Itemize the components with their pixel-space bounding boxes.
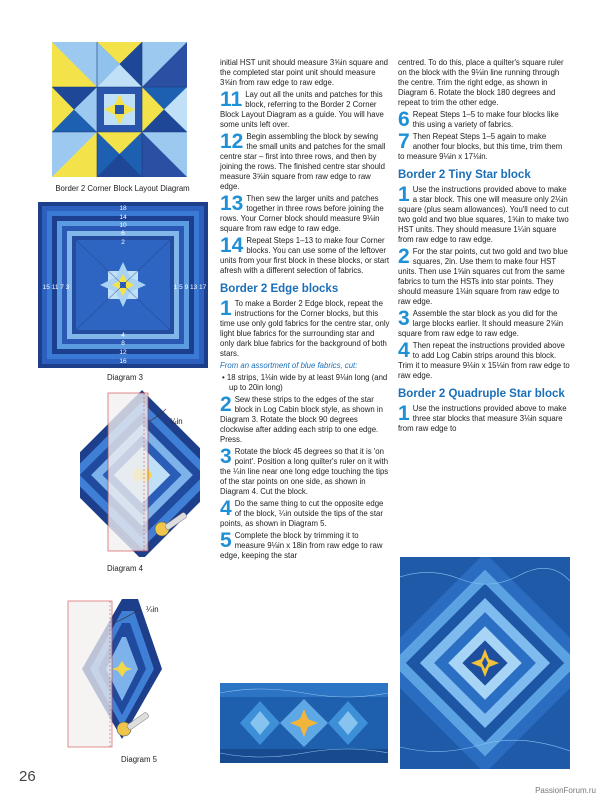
step-14 (220, 236, 390, 276)
diagram-4-quarter-label: ¼in (170, 417, 183, 426)
col2-intro: centred. To do this, place a quilter's square ruler on the block with the 9⅛in line running through the centre. Trim the right edge, as shown in Diagram 6. Rotate the block 180 degrees and repeat to trim the other edge. (398, 58, 564, 107)
step-text: Then Repeat Steps 1–5 again to make another four blocks, but this time, trim them to measure 9⅛in x 17⅛in. (398, 132, 563, 161)
step-number: 7 (398, 130, 410, 153)
step-number: 3 (220, 445, 232, 468)
heading-edge-blocks: Border 2 Edge blocks (220, 283, 339, 295)
step-12 (220, 132, 390, 192)
step-text: Then repeat the instructions provided above to add Log Cabin strips around this block. Trim it to measure 9⅛in x 15⅛in from raw edge to raw edge. (398, 341, 570, 380)
edge-step-1 (220, 299, 390, 359)
step-11 (220, 90, 390, 130)
watermark: PassionForum.ru (535, 786, 596, 795)
diagram-5-quarter-label: ¼in (146, 605, 159, 614)
corner-block-layout-diagram (52, 42, 187, 177)
step-6 (398, 110, 570, 130)
step-text: Use the instructions provided above to make a star block. This one will measure only 2⅛in square (plus seam allowances). You'll need to cut two gold and two blue squares, 1⅝in to make two HST units. They should measure 1¼in square from raw edge to raw edge. (398, 185, 569, 244)
step-13 (220, 194, 390, 234)
step-text: Do the same thing to cut the opposite edge of the block, ¼in outside the tips of the star points, as shown in Diagram 5. (220, 499, 384, 528)
step-text: To make a Border 2 Edge block, repeat the instructions for the Corner blocks, but this time use only gold fabrics for the centre star, only light blue fabrics for the surrounding star and only dark blue fabrics for the background of both stars. (220, 299, 390, 358)
d3-label-14: 14 (119, 214, 127, 221)
step-number: 1 (398, 183, 410, 206)
edge-step-2 (220, 395, 390, 445)
d3-label-left: 15 11 7 3 (42, 284, 70, 291)
d3-label-4: 4 (121, 332, 125, 339)
diagram-5-opposite-cut (62, 583, 188, 753)
d3-label-18: 18 (119, 205, 127, 212)
heading-quadruple-star: Border 2 Quadruple Star block (398, 388, 565, 400)
bullet-text: 18 strips, 1⅛in wide by at least 9⅛in long (and up to 20in long) (226, 373, 388, 392)
d3-label-12: 12 (119, 349, 127, 356)
step-number: 6 (398, 108, 410, 131)
step-text: Repeat Steps 1–5 to make four blocks like this using a variety of fabrics. (412, 110, 559, 129)
d3-label-2: 2 (121, 239, 125, 246)
text-column-right (398, 58, 570, 436)
step-text: Lay out all the units and patches for this block, referring to the Border 2 Corner Block Layout Diagram as a guide. You will have some units left over. (220, 90, 384, 129)
step-number: 2 (220, 393, 232, 416)
step-number: 4 (220, 497, 232, 520)
edge-step-5 (220, 531, 390, 561)
step-number: 11 (220, 88, 243, 111)
text-column-middle (220, 58, 390, 563)
step-number: 13 (220, 192, 244, 215)
tiny-step-4 (398, 341, 570, 381)
diagram-3-log-cabin (38, 202, 208, 368)
d3-label-8: 8 (121, 340, 125, 347)
step-text: Assemble the star block as you did for the large blocks earlier. It should measure 2⅝in square from raw edge to raw edge. (398, 309, 564, 338)
tiny-step-2 (398, 247, 570, 307)
edge-block-photo (220, 683, 388, 763)
tiny-step-3 (398, 309, 570, 339)
d3-label-right: 1 5 9 13 17 (173, 284, 207, 291)
step-text: Repeat Steps 1–13 to make four Corner blocks. You can use some of the leftover units from your first block in these blocks, or start afresh with a different selection of fabrics. (220, 236, 389, 275)
edge-step-4 (220, 499, 390, 529)
edge-step-3 (220, 447, 390, 497)
step-text: Sew these strips to the edges of the star block in Log Cabin block style, as shown in Diagram 3. Rotate the block 90 degrees clockwise after adding each strip to one edge. Press. (220, 395, 383, 444)
step-number: 12 (220, 130, 244, 153)
diagram-4-ruler-cut (80, 387, 200, 557)
step-text: For the star points, cut two gold and two blue squares, 2in. Use them to make four HST units. Then use 1⅝in squares cut from the same fabrics to turn the HSTs into star points. They should measure 1⅛in square from raw edge to raw edge. (398, 247, 568, 306)
heading-tiny-star: Border 2 Tiny Star block (398, 169, 531, 181)
step-number: 14 (220, 234, 244, 257)
diagram-5-caption: Diagram 5 (121, 755, 157, 764)
step-7 (398, 132, 570, 162)
step-text: Begin assembling the block by sewing the small units and patches for the small centre star – first into three rows, and then by joining the rows. The finished centre star should measure 3⅝in square from raw edge to raw edge. (220, 132, 386, 191)
step-number: 2 (398, 245, 410, 268)
d3-label-10: 10 (119, 222, 127, 229)
d3-label-16: 16 (119, 358, 127, 365)
step-number: 1 (220, 297, 232, 320)
step-number: 1 (398, 402, 410, 425)
d3-label-6: 6 (121, 230, 125, 237)
col1-intro: initial HST unit should measure 3⅝in square and the completed star point unit should measure 3⅝in from raw edge to raw edge. (220, 58, 389, 87)
diagram-3-caption: Diagram 3 (107, 373, 143, 382)
quadruple-star-photo (400, 557, 570, 769)
step-number: 3 (398, 307, 410, 330)
diagram-4-caption: Diagram 4 (107, 564, 143, 573)
quad-step-1 (398, 404, 570, 434)
page-number: 26 (19, 768, 36, 785)
step-text: Complete the block by trimming it to measure 9⅛in x 18in from raw edge to raw edge, keeping the star (220, 531, 383, 560)
step-number: 5 (220, 529, 232, 552)
tiny-step-1 (398, 185, 570, 245)
step-text: Use the instructions provided above to make three star blocks that measure 3⅛in square from raw edge to (398, 404, 567, 433)
step-number: 4 (398, 339, 410, 362)
corner-layout-caption: Border 2 Corner Block Layout Diagram (55, 184, 190, 193)
assortment-note: From an assortment of blue fabrics, cut: (220, 361, 358, 370)
cut-bullet: • 18 strips, 1⅛in wide by at least 9⅛in long (and up to 20in long) (222, 373, 388, 392)
step-text: Rotate the block 45 degrees so that it is 'on point'. Position a long quilter's ruler on it with the ¼in line near one long edge touching the tips of the star points on one side, as shown in Diagram 4. Cut the block. (220, 447, 389, 496)
step-text: Then sew the larger units and patches together in three rows before joining the rows. Your Corner block should measure 9⅛in square from raw edge to raw edge. (220, 194, 384, 233)
